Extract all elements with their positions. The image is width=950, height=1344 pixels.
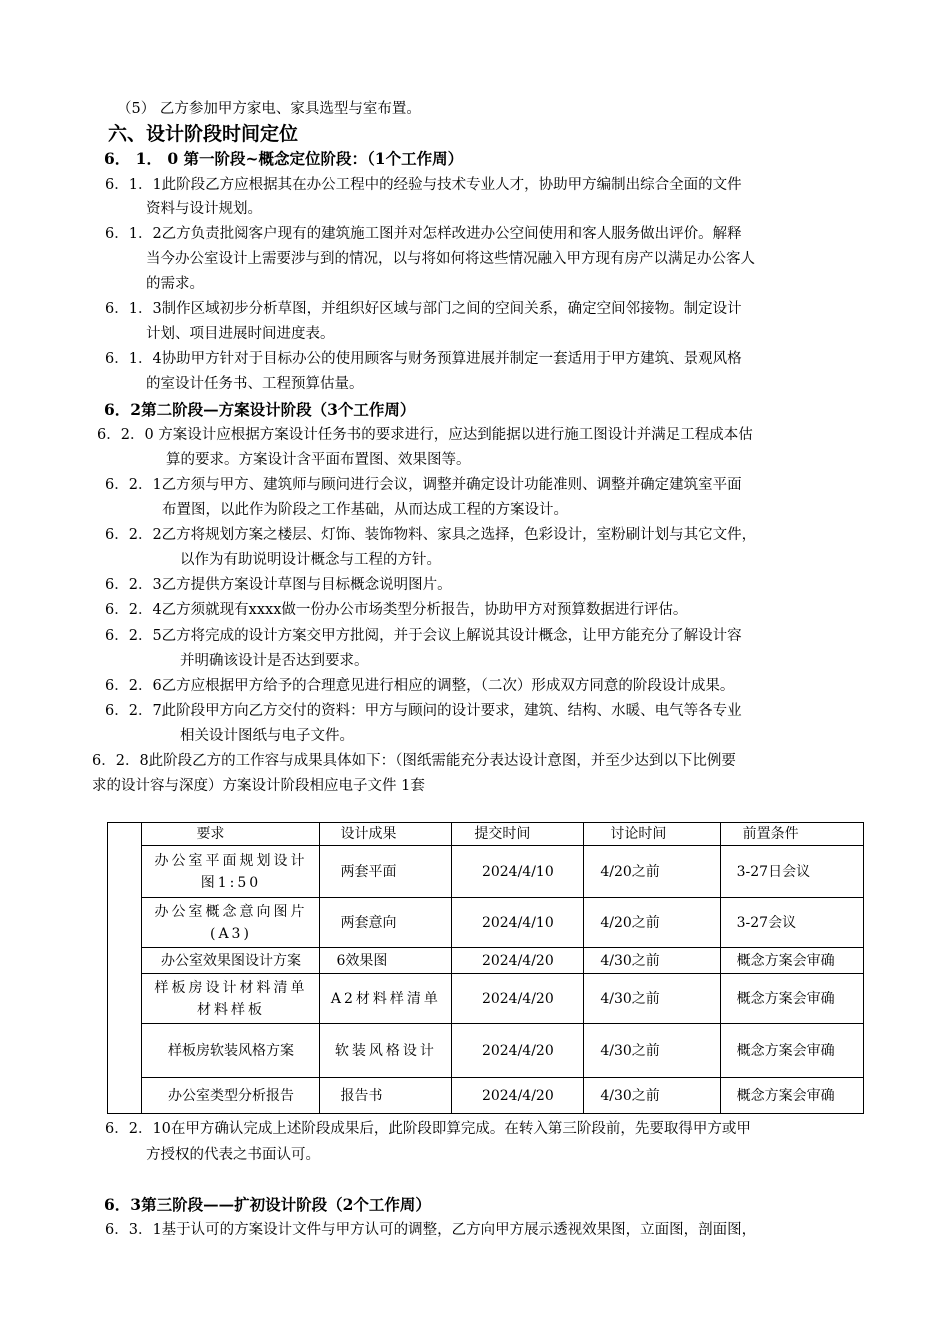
table-cell: 软装风格设计 [320,1024,452,1078]
intro-line: （5） 乙方参加甲方家电、家具选型与室布置。 [117,101,421,117]
stage1-title: 6． 1． 0 第一阶段~概念定位阶段：（1个工作周） [104,149,464,168]
table-cell: 4/30之前 [584,1024,720,1078]
paragraph-line: 6．1．2乙方负责批阅客户现有的建筑施工图并对怎样改进办公空间使用和客人服务做出评价。解释 [105,226,742,242]
paragraph-line: 并明确该设计是否达到要求。 [180,653,369,669]
table-header-cell: 前置条件 [720,823,863,846]
table-cell: 概念方案会审确 [720,974,863,1024]
paragraph-line: 的室设计任务书、工程预算估量。 [146,376,364,392]
table-cell: 2024/4/10 [452,846,584,898]
paragraph-line: 6．3．1基于认可的方案设计文件与甲方认可的调整，乙方向甲方展示透视效果图，立面图，剖面图， [105,1222,757,1238]
table-cell: 3-27日会议 [720,846,863,898]
paragraph-line: 相关设计图纸与电子文件。 [180,728,354,744]
table-cell: 办公室类型分析报告 [142,1078,320,1114]
table-cell: 6效果图 [320,948,452,974]
table-gutter [108,823,142,1114]
paragraph-line: 6．2．0 方案设计应根据方案设计任务书的要求进行，应达到能据以进行施工图设计并满足工程成本估 [97,427,753,443]
table-cell: 两套意向 [320,898,452,948]
table-header-cell: 要求 [142,823,320,846]
paragraph-line: 以作为有助说明设计概念与工程的方针。 [180,552,441,568]
paragraph-line: 6．2．2乙方将规划方案之楼层、灯饰、装饰物料、家具之选择，色彩设计，室粉刷计划与其它文件， [105,527,757,543]
table-cell: 2024/4/20 [452,1078,584,1114]
table-row [108,948,864,974]
table-cell: 办公室平面规划设计图1:50 [142,846,320,898]
paragraph-line: 当今办公室设计上需要涉与到的情况，以与将如何将这些情况融入甲方现有房产以满足办公客人 [146,251,755,267]
paragraph-line: 6．2．10在甲方确认完成上述阶段成果后，此阶段即算完成。在转入第三阶段前，先要取得甲方或甲 [105,1121,751,1137]
table-cell: 两套平面 [320,846,452,898]
table-cell: 办公室效果图设计方案 [142,948,320,974]
table-cell: 4/30之前 [584,974,720,1024]
paragraph-line: 算的要求。方案设计含平面布置图、效果图等。 [166,452,471,468]
paragraph-line: 布置图，以此作为阶段之工作基础，从而达成工程的方案设计。 [162,502,568,518]
paragraph-line: 求的设计容与深度）方案设计阶段相应电子文件 1套 [92,778,425,794]
section-title: 六、设计阶段时间定位 [108,123,299,145]
paragraph-line: 计划、项目进展时间进度表。 [146,326,335,342]
deliverables-table [107,822,864,1114]
table-cell: 概念方案会审确 [720,1024,863,1078]
table-row [108,974,864,1024]
table-row [108,846,864,898]
paragraph-line: 6．2．5乙方将完成的设计方案交甲方批阅，并于会议上解说其设计概念，让甲方能充分了解设计容 [105,628,742,644]
paragraph-line: 6．1．3制作区域初步分析草图，并组织好区域与部门之间的空间关系，确定空间邻接物。制定设计 [105,301,742,317]
table-cell: 2024/4/10 [452,898,584,948]
table-cell: A2材料样清单 [320,974,452,1024]
table-row [108,1078,864,1114]
table-cell: 报告书 [320,1078,452,1114]
table-cell: 4/20之前 [584,846,720,898]
paragraph-line: 6．2．1乙方须与甲方、建筑师与顾问进行会议，调整并确定设计功能准则、调整并确定建筑室平面 [105,477,742,493]
table-cell: 概念方案会审确 [720,1078,863,1114]
paragraph-line: 6．1．1此阶段乙方应根据其在办公工程中的经验与技术专业人才，协助甲方编制出综合全面的文件 [105,177,742,193]
table-header-cell: 提交时间 [452,823,584,846]
paragraph-line: 6．2．4乙方须就现有xxxx做一份办公市场类型分析报告，协助甲方对预算数据进行评估。 [105,602,688,618]
paragraph-line: 6．2．6乙方应根据甲方给予的合理意见进行相应的调整，（二次）形成双方同意的阶段设计成果。 [105,678,735,694]
table-cell: 3-27会议 [720,898,863,948]
table-cell: 2024/4/20 [452,974,584,1024]
table-header-cell: 讨论时间 [584,823,720,846]
stage3-title: 6．3第三阶段——扩初设计阶段（2个工作周） [104,1195,431,1214]
paragraph-line: 方授权的代表之书面认可。 [146,1147,320,1163]
paragraph-line: 6．2．8此阶段乙方的工作容与成果具体如下：（图纸需能充分表达设计意图，并至少达到以下比例要 [92,753,736,769]
table-cell: 4/20之前 [584,898,720,948]
paragraph-line: 的需求。 [146,276,204,292]
table-cell: 概念方案会审确 [720,948,863,974]
paragraph-line: 6．2．7此阶段甲方向乙方交付的资料：甲方与顾问的设计要求，建筑、结构、水暖、电气等各专业 [105,703,742,719]
paragraph-line: 6．1．4协助甲方针对于目标办公的使用顾客与财务预算进展并制定一套适用于甲方建筑、景观风格 [105,351,742,367]
table-cell: 样板房设计材料清单材料样板 [142,974,320,1024]
table-cell: 4/30之前 [584,948,720,974]
table-row [108,1024,864,1078]
table-header-row [108,823,864,846]
stage2-title: 6．2第二阶段—方案设计阶段（3个工作周） [104,400,416,419]
table-row [108,898,864,948]
table-header-cell: 设计成果 [320,823,452,846]
table-cell: 办公室概念意向图片(A3) [142,898,320,948]
table-cell: 4/30之前 [584,1078,720,1114]
table-cell: 2024/4/20 [452,1024,584,1078]
table-cell: 2024/4/20 [452,948,584,974]
paragraph-line: 资料与设计规划。 [146,201,262,217]
table-cell: 样板房软装风格方案 [142,1024,320,1078]
paragraph-line: 6．2．3乙方提供方案设计草图与目标概念说明图片。 [105,577,452,593]
